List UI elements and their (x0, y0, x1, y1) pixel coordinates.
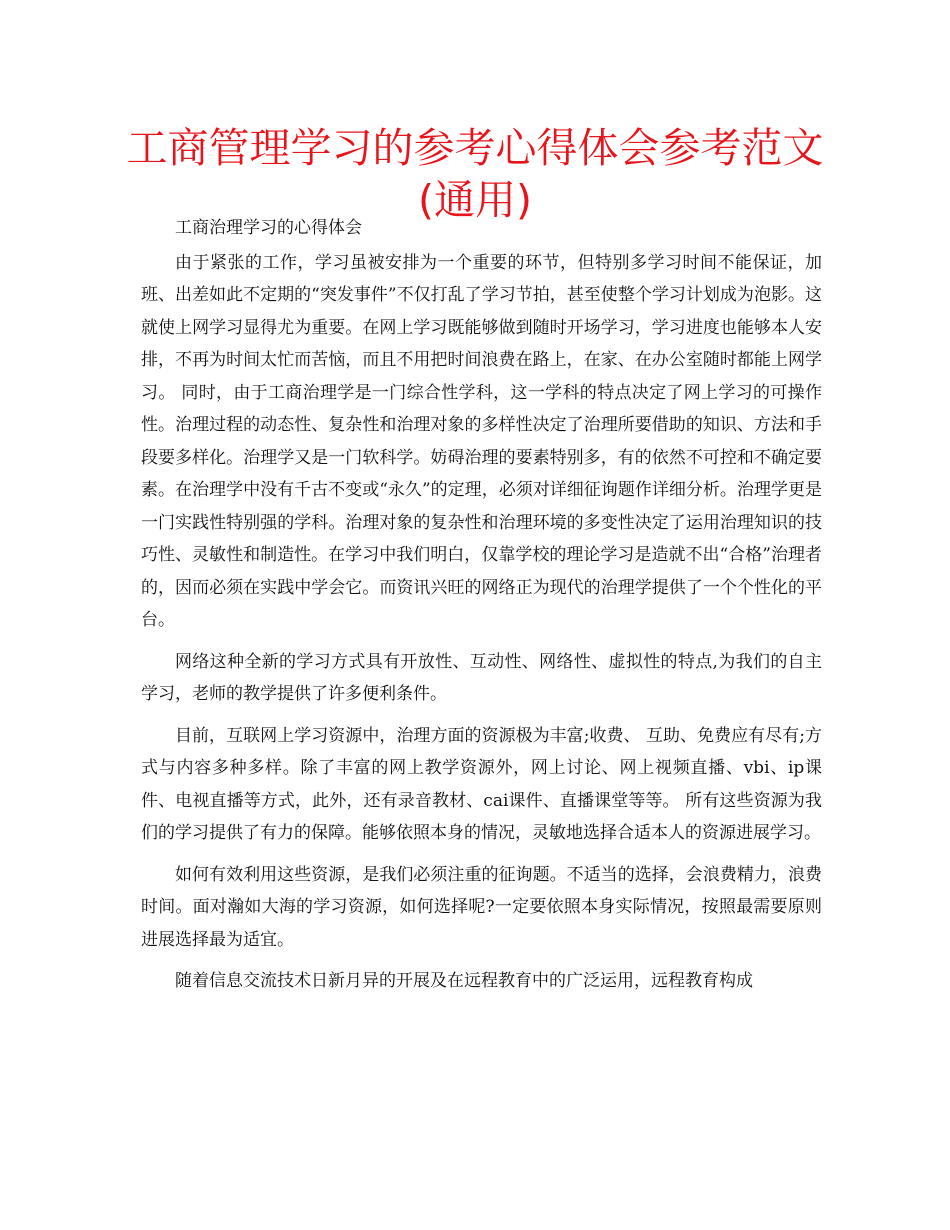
document-title-line1: 工商管理学习的参考心得体会参考范文 (126, 124, 824, 172)
body-paragraph-1: 由于紧张的工作，学习虽被安排为一个重要的环节，但特别多学习时间不能保证，加班、出差如此不定期的“突发事件”不仅打乱了学习节拍，甚至使整个学习计划成为泡影。这就使上网学习显得尤为重要。在网上学习既能够做到随时开场学习，学习进度也能够本人安排，不再为时间太忙而苦恼，而且不用把时间浪费在路上，在家、在办公室随时都能上网学习。 同时，由于工商治理学是一门综合性学科，这一学科的特点决定了网上学习的可操作性。治理过程的动态性、复杂性和治理对象的多样性决定了治理所要借助的知识、方法和手段要多样化。治理学又是一门软科学。妨碍治理的要素特别多，有的依然不可控和不确定要素。在治理学中没有千古不变或“永久”的定理，必须对详细征询题作详细分析。治理学更是一门实践性特别强的学科。治理对象的复杂性和治理环境的多变性决定了运用治理知识的技巧性、灵敏性和制造性。在学习中我们明白，仅靠学校的理论学习是造就不出“合格”治理者的，因而必须在实践中学会它。而资讯兴旺的网络正为现代的治理学提供了一个个性化的平台。 (141, 252, 822, 630)
document-body (141, 212, 822, 998)
document-subtitle: 工商治理学习的心得体会 (175, 218, 362, 238)
document-title-line2: (通用) (418, 176, 532, 224)
body-paragraph-3: 目前，互联网上学习资源中，治理方面的资源极为丰富;收费、 互助、免费应有尽有;方式与内容多种多样。除了丰富的网上教学资源外，网上讨论、网上视频直播、vbi、ip课件、电视直播等方式，此外，还有录音教材、cai课件、直播课堂等等。 所有这些资源为我们的学习提供了有力的保障。能够依照本身的情况，灵敏地选择合适本人的资源进展学习。 (141, 725, 822, 843)
body-paragraph-5: 随着信息交流技术日新月异的开展及在远程教育中的广泛运用，远程教育构成 (175, 971, 753, 991)
body-paragraph-2: 网络这种全新的学习方式具有开放性、互动性、网络性、虚拟性的特点,为我们的自主学习，老师的教学提供了许多便利条件。 (141, 651, 822, 704)
body-paragraph-4: 如何有效利用这些资源，是我们必须注重的征询题。不适当的选择，会浪费精力，浪费时间。面对瀚如大海的学习资源，如何选择呢?一定要依照本身实际情况，按照最需要原则进展选择最为适宜。 (141, 864, 822, 950)
